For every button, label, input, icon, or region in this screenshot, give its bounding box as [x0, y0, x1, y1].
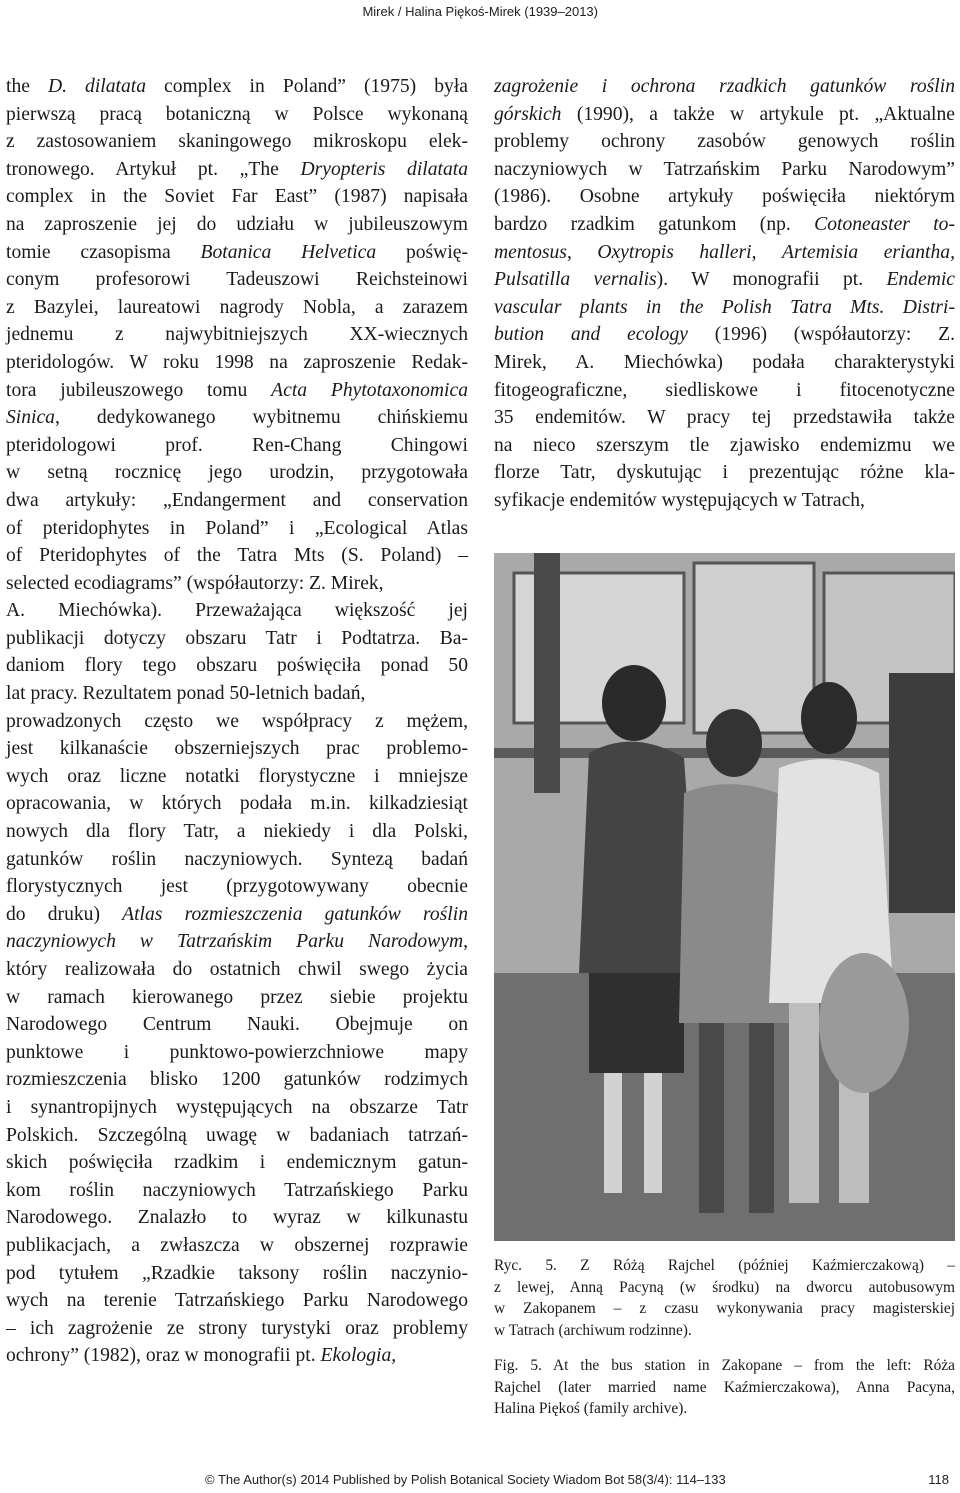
text-segment: pteridologowi prof. Ren-Chang Chingowi — [6, 434, 468, 456]
text-segment: z zastosowaniem skaningowego mikroskopu elek- — [6, 131, 468, 153]
text-line — [6, 321, 468, 349]
text-segment: , — [463, 931, 468, 953]
italic-text: Atlas rozmieszczenia gatunków roślin — [122, 903, 468, 925]
text-line — [494, 73, 955, 101]
text-segment: conym profesorowi Tadeuszowi Reichsteinowi — [6, 269, 468, 291]
text-line — [6, 818, 468, 846]
italic-text: Sinica — [6, 407, 55, 429]
text-segment: wych oraz liczne notatki florystyczne i mniejsze — [6, 765, 468, 787]
footer-copyright: © The Author(s) 2014 Published by Polish Botanical Society Wiadom Bot 58(3/4): 114–133 — [205, 1472, 726, 1487]
text-segment: nowych dla flory Tatr, a niekiedy i dla Polski, — [6, 821, 468, 843]
text-line — [6, 73, 468, 101]
text-line — [6, 1039, 468, 1067]
text-segment: z Bazylei, laureatowi nagrody Nobla, a zarazem — [6, 296, 468, 318]
text-segment: complex in Poland” (1975) była — [146, 76, 468, 97]
text-line — [6, 735, 468, 763]
text-line — [494, 404, 955, 432]
figure-caption-english — [494, 1355, 955, 1420]
text-line — [494, 321, 955, 349]
text-line — [6, 680, 468, 708]
caption-line: w Zakopanem – z czasu wykonywania pracy magisterskiej — [494, 1300, 955, 1318]
text-segment: do druku) — [6, 903, 123, 925]
text-segment: lat pracy. Rezultatem ponad 50-letnich badań, — [6, 683, 366, 705]
text-segment: Mirek, A. Miechówka) podała charakterystyki — [494, 351, 955, 373]
page-number: 118 — [928, 1472, 949, 1487]
text-line — [494, 239, 955, 267]
bus-station-photo-illustration — [494, 553, 955, 1241]
text-segment: wych na terenie Tatrzańskiego Parku Narodowego — [6, 1290, 468, 1312]
text-line — [6, 349, 468, 377]
text-line — [6, 1315, 468, 1343]
text-line — [6, 570, 468, 598]
text-segment: pierwszą pracą botaniczną w Polsce wykonaną — [6, 103, 468, 125]
text-segment: , — [566, 241, 598, 263]
text-segment: poświę- — [376, 241, 468, 263]
text-segment: opracowania, w których podała m.in. kilkadziesiąt — [6, 793, 468, 815]
text-line — [494, 349, 955, 377]
text-segment: bardzo rzadkim gatunkom (np. — [494, 213, 815, 235]
text-line — [6, 928, 468, 956]
text-line — [6, 625, 468, 653]
text-line — [6, 1342, 468, 1370]
text-line — [6, 459, 468, 487]
caption-line: Fig. 5. At the bus station in Zakopane – from the left: Róża — [494, 1357, 955, 1374]
text-segment: gatunków roślin naczyniowych. Syntezą badań — [6, 848, 468, 870]
text-line — [494, 266, 955, 294]
right-column — [494, 73, 955, 515]
text-line — [6, 377, 468, 405]
text-line — [6, 597, 468, 625]
text-line — [6, 1066, 468, 1094]
text-line — [6, 515, 468, 543]
italic-text: D. dilatata — [47, 76, 147, 97]
text-line — [494, 183, 955, 211]
italic-text: Acta Phytotaxonomica — [271, 379, 468, 401]
text-line — [6, 432, 468, 460]
text-segment: problemy ochrony zasobów genowych roślin — [494, 131, 955, 153]
text-line — [6, 294, 468, 322]
text-segment: – ich zagrożenie ze strony turystyki oraz problemy — [6, 1317, 468, 1339]
text-line — [6, 542, 468, 570]
text-segment: prowadzonych często we współpracy z mężem, — [6, 710, 468, 732]
text-segment: tronowego. Artykuł pt. „The — [6, 158, 301, 180]
text-line — [6, 211, 468, 239]
text-segment: Narodowego Centrum Nauki. Obejmuje on — [6, 1014, 468, 1036]
running-head: Mirek / Halina Piękoś-Mirek (1939–2013) — [362, 4, 598, 19]
text-segment: of pteridophytes in Poland” i „Ecological Atlas — [6, 517, 468, 539]
text-line — [494, 432, 955, 460]
text-segment: 35 endemitów. W pracy tej przedstawiła także — [494, 407, 955, 429]
text-segment: the — [6, 76, 48, 97]
text-line — [6, 956, 468, 984]
text-line — [494, 101, 955, 129]
text-line — [6, 266, 468, 294]
text-segment: (1986). Osobne artykuły poświęciła niektórym — [494, 186, 955, 208]
text-segment: w ramach kierowanego przez siebie projektu — [6, 986, 468, 1008]
text-segment: w setną rocznicę jego urodzin, przygotowała — [6, 462, 468, 484]
text-segment: of Pteridophytes of the Tatra Mts (S. Poland) – — [6, 545, 468, 567]
text-segment: Narodowego. Znalazło to wyraz w kilkunastu — [6, 1207, 468, 1229]
text-segment: syfikacje endemitów występujących w Tatrach, — [494, 489, 865, 511]
text-segment: A. Miechówka). Przeważająca większość jej — [6, 600, 468, 622]
text-line — [494, 459, 955, 487]
italic-text: naczyniowych w Tatrzańskim Parku Narodowym — [6, 931, 464, 953]
text-line — [6, 404, 468, 432]
italic-text: Endemic — [886, 269, 955, 291]
text-segment: selected ecodiagrams” (współautorzy: Z. Mirek, — [6, 572, 384, 594]
text-segment: (1990), a także w artykule pt. „Aktualne — [561, 103, 955, 125]
italic-text: Ekologia, — [320, 1345, 397, 1367]
text-segment: na nieco szerszym tle zjawisko endemizmu we — [494, 434, 955, 456]
text-line — [6, 1260, 468, 1288]
text-segment: jednemu z najwybitniejszych XX-wiecznych — [6, 324, 468, 346]
italic-text: górskich — [494, 103, 562, 125]
text-line — [6, 652, 468, 680]
text-line — [494, 487, 955, 515]
text-segment: który realizowała do ostatnich chwil swego życia — [6, 959, 468, 980]
left-column — [6, 73, 468, 1370]
italic-text: Pulsatilla vernalis — [494, 269, 657, 291]
text-segment: punktowe i punktowo-powierzchniowe mapy — [6, 1041, 468, 1063]
italic-text: Artemisia eriantha, — [782, 241, 955, 263]
text-segment: , — [751, 241, 783, 263]
text-line — [6, 156, 468, 184]
text-line — [6, 846, 468, 874]
text-line — [6, 239, 468, 267]
italic-text: Cotoneaster to- — [814, 213, 956, 235]
text-line — [6, 708, 468, 736]
caption-line: z lewej, Anną Pacyną (w środku) na dworcu autobusowym — [494, 1278, 955, 1296]
text-segment: ochrony” (1982), oraz w monografii pt. — [6, 1345, 321, 1367]
text-line — [494, 156, 955, 184]
text-segment: naczyniowych w Tatrzańskim Parku Narodowym” — [494, 158, 955, 180]
text-line — [6, 1011, 468, 1039]
text-line — [6, 183, 468, 211]
italic-text: zagrożenie i ochrona rzadkich gatunków roślin — [494, 76, 955, 97]
text-line — [6, 101, 468, 129]
text-segment: kom roślin naczyniowych Tatrzańskiego Parku — [6, 1179, 468, 1201]
text-line — [494, 294, 955, 322]
text-segment: dwa artykuły: „Endangerment and conservation — [6, 489, 468, 511]
caption-line: w Tatrach (archiwum rodzinne). — [494, 1321, 692, 1339]
text-segment: skich poświęciła rzadkim i endemicznym gatun- — [6, 1152, 468, 1174]
text-line — [494, 128, 955, 156]
caption-line: Rajchel (later married name Kaźmierczakowa), Anna Pacyna, — [494, 1378, 955, 1396]
text-line — [494, 211, 955, 239]
text-segment: publikacjach, a zwłaszcza w obszernej rozprawie — [6, 1234, 468, 1256]
caption-line: Halina Piękoś (family archive). — [494, 1400, 688, 1418]
text-line — [494, 377, 955, 405]
text-line — [6, 1177, 468, 1205]
text-segment: (1996) (współautorzy: Z. — [687, 324, 955, 346]
text-line — [6, 1122, 468, 1150]
italic-text: Oxytropis halleri — [597, 241, 752, 263]
caption-line: Ryc. 5. Z Różą Rajchel (później Kaźmierczakową) – — [494, 1257, 955, 1274]
text-line — [6, 1094, 468, 1122]
archival-photo — [494, 553, 955, 1241]
text-line — [6, 1287, 468, 1315]
figure-caption-polish — [494, 1255, 955, 1341]
italic-text: mentosus — [494, 241, 567, 263]
text-segment: Polskich. Szczególną uwagę w badaniach tatrzań- — [6, 1124, 468, 1146]
text-segment: jest kilkanaście obszerniejszych prac problemo- — [6, 738, 468, 760]
text-segment: ). W monografii pt. — [656, 269, 887, 291]
text-line — [6, 873, 468, 901]
text-line — [6, 1204, 468, 1232]
text-segment: pteridologów. W roku 1998 na zaproszenie Redak- — [6, 351, 468, 373]
text-line — [6, 1149, 468, 1177]
text-segment: florystycznych jest (przygotowywany obecnie — [6, 876, 468, 898]
text-segment: na zaproszenie jej do udziału w jubileuszowym — [6, 213, 468, 235]
text-segment: complex in the Soviet Far East” (1987) napisała — [6, 186, 468, 208]
text-segment: tora jubileuszowego tomu — [6, 379, 272, 401]
text-line — [6, 487, 468, 515]
text-line — [6, 901, 468, 929]
text-line — [6, 790, 468, 818]
text-line — [6, 1232, 468, 1260]
text-segment: fitogeograficzne, siedliskowe i fitocenotyczne — [494, 379, 955, 401]
text-segment: florze Tatr, dyskutując i prezentując różne kla- — [494, 462, 955, 484]
text-segment: , dedykowanego wybitnemu chińskiemu — [54, 407, 468, 429]
text-line — [6, 763, 468, 791]
italic-text: Dryopteris dilatata — [300, 158, 468, 180]
text-segment: rozmieszczenia blisko 1200 gatunków rodzimych — [6, 1069, 468, 1091]
text-line — [6, 984, 468, 1012]
text-line — [6, 128, 468, 156]
italic-text: bution and ecology — [494, 324, 688, 346]
text-segment: i synantropijnych występujących na obszarze Tatr — [6, 1096, 468, 1118]
text-segment: publikacji dotyczy obszaru Tatr i Podtatrza. Ba- — [6, 627, 468, 649]
italic-text: vascular plants in the Polish Tatra Mts. Distri- — [494, 296, 955, 318]
text-segment: tomie czasopisma — [6, 241, 201, 263]
text-segment: daniom flory tego obszaru poświęciła ponad 50 — [6, 655, 468, 677]
italic-text: Botanica Helvetica — [200, 241, 377, 263]
text-segment: pod tytułem „Rzadkie taksony roślin naczynio- — [6, 1262, 468, 1284]
